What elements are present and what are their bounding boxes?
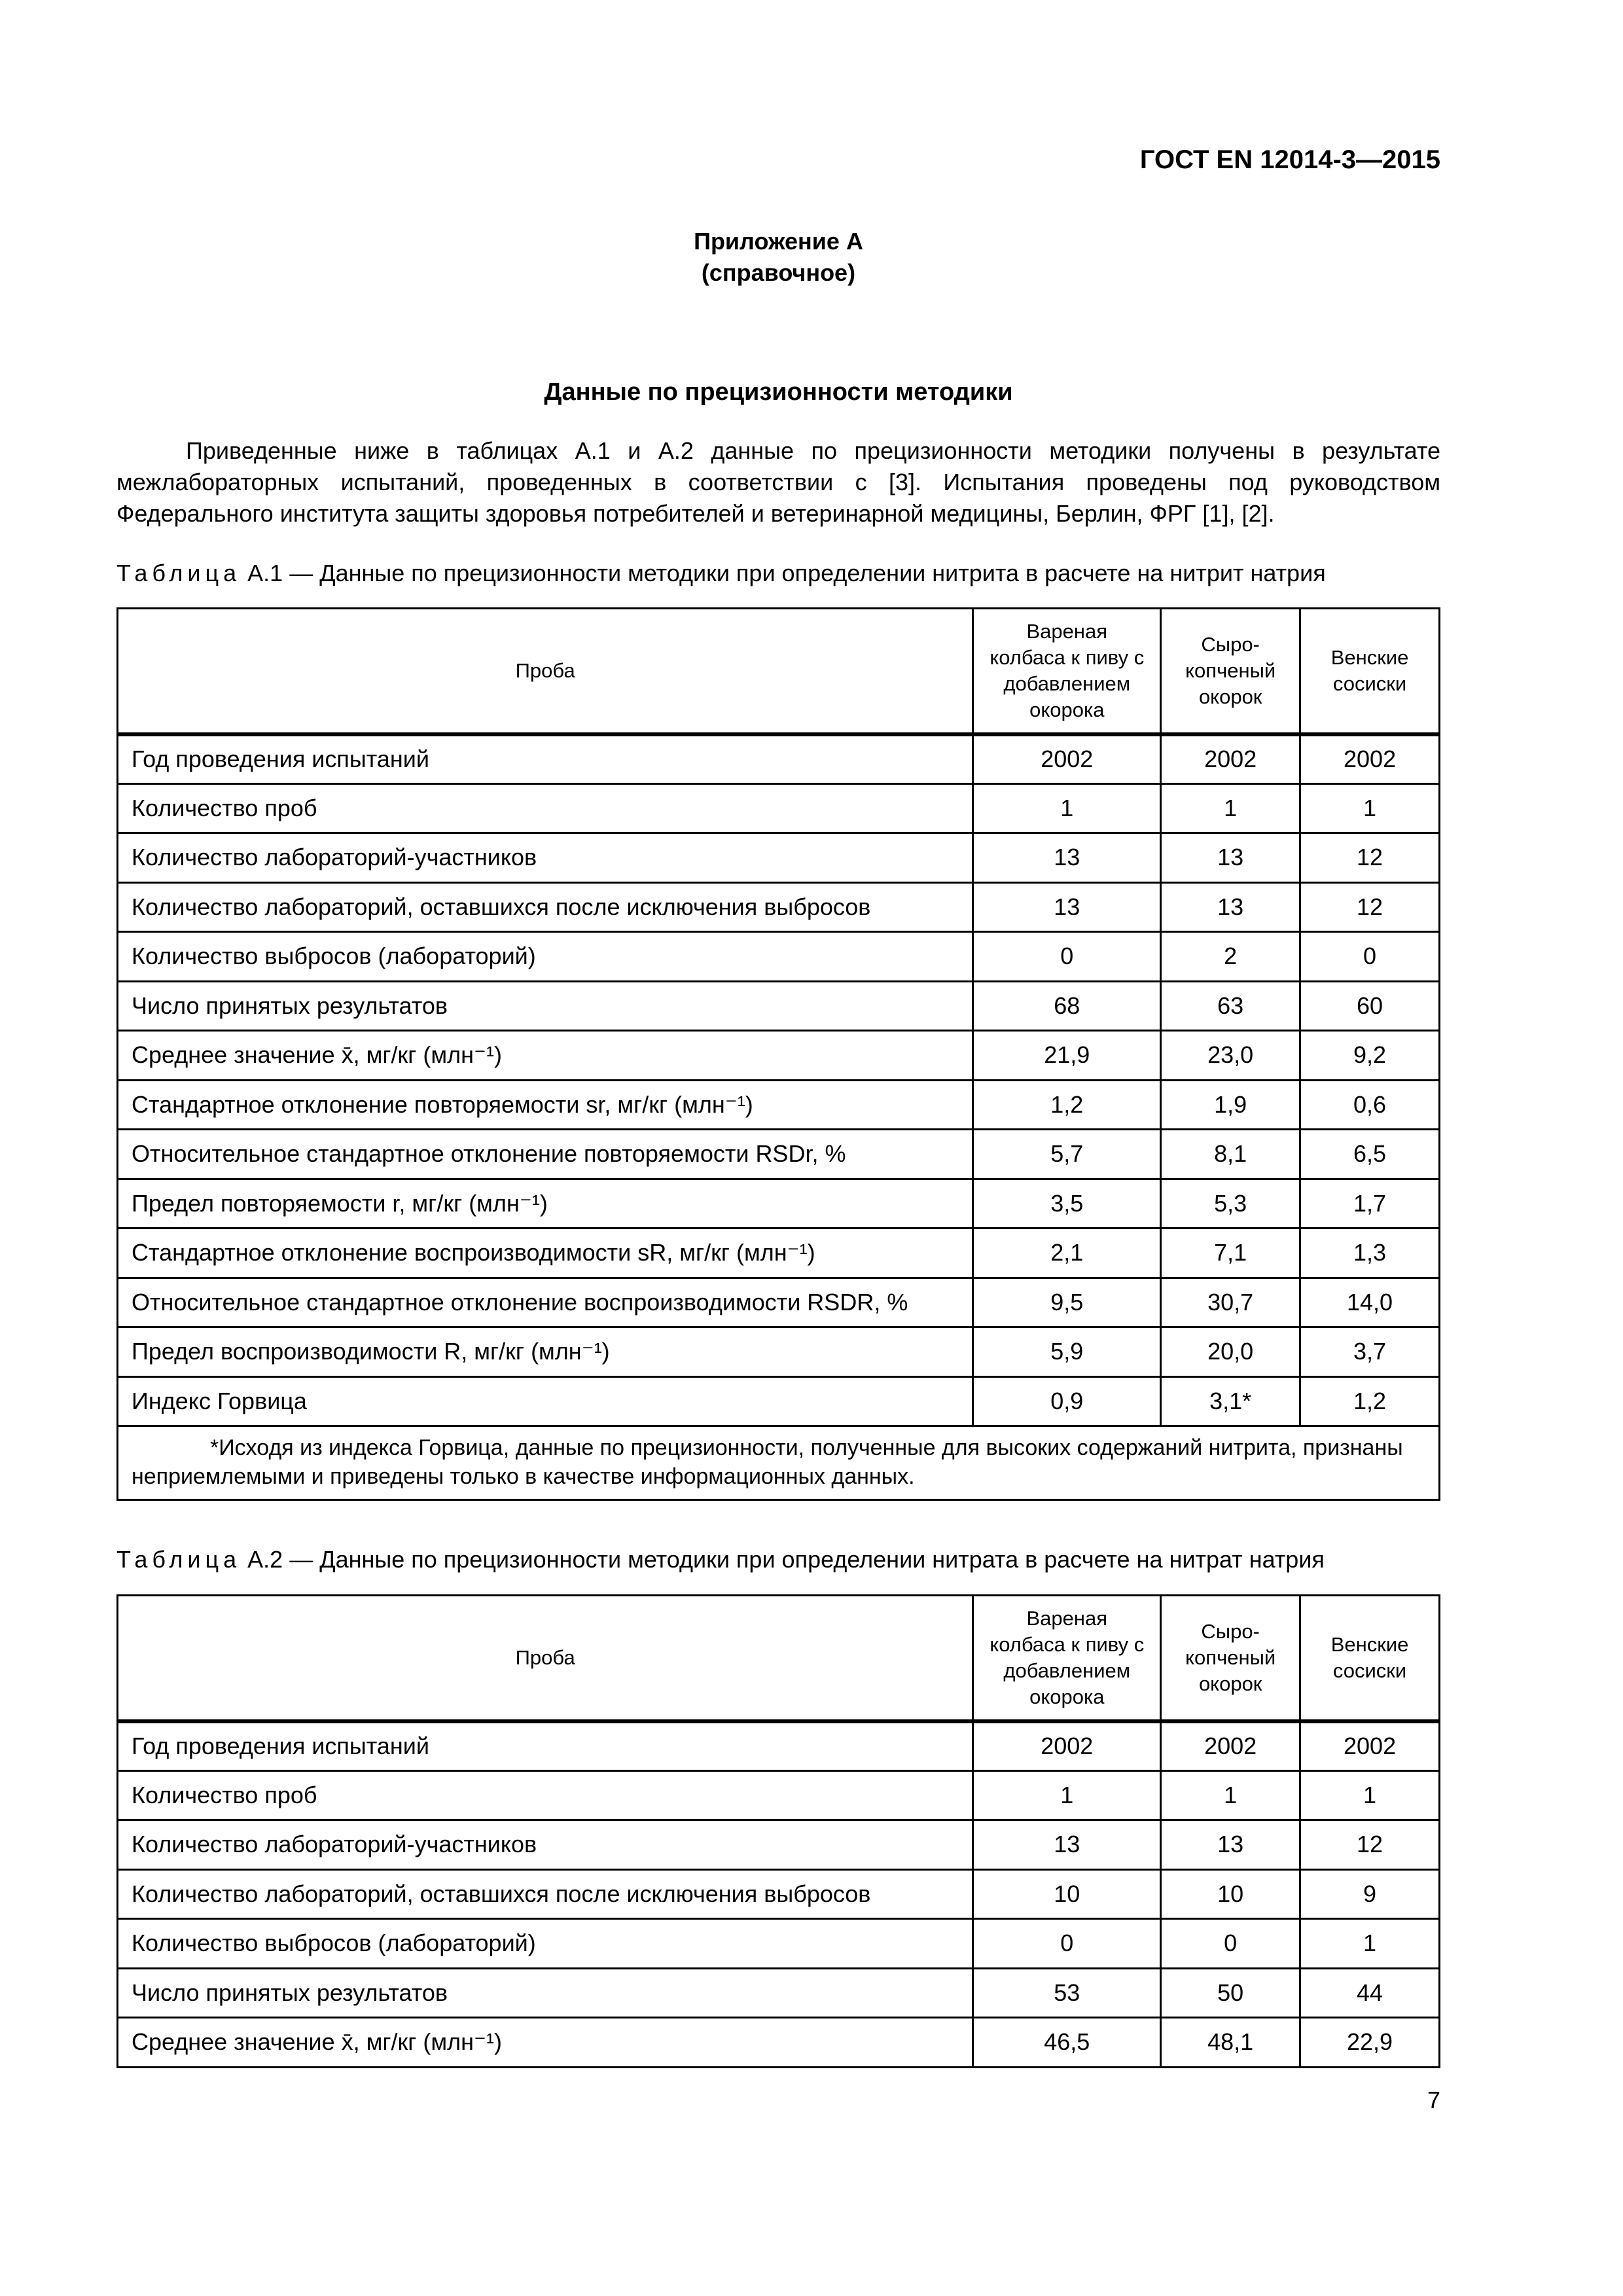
value-cell: 2002 bbox=[1300, 734, 1440, 784]
value-cell: 2002 bbox=[973, 1721, 1161, 1771]
value-cell: 2002 bbox=[1300, 1721, 1440, 1771]
value-cell: 1 bbox=[1300, 783, 1440, 833]
value-cell: 6,5 bbox=[1300, 1130, 1440, 1179]
row-label: Предел воспроизводимости R, мг/кг (млн⁻¹) bbox=[118, 1327, 973, 1377]
value-cell: 0 bbox=[1161, 1919, 1300, 1969]
value-cell: 3,7 bbox=[1300, 1327, 1440, 1377]
table-a1 bbox=[116, 607, 1440, 1501]
value-cell: 13 bbox=[1161, 882, 1300, 932]
table-row bbox=[118, 1179, 1440, 1229]
table-row bbox=[118, 1031, 1440, 1081]
value-cell: 30,7 bbox=[1161, 1278, 1300, 1327]
row-label: Индекс Горвица bbox=[118, 1376, 973, 1426]
value-cell: 22,9 bbox=[1300, 2018, 1440, 2068]
row-label: Число принятых результатов bbox=[118, 1968, 973, 2018]
row-label: Предел повторяемости r, мг/кг (млн⁻¹) bbox=[118, 1179, 973, 1229]
table-row bbox=[118, 1327, 1440, 1377]
value-cell: 1,2 bbox=[973, 1080, 1161, 1130]
value-cell: 21,9 bbox=[973, 1031, 1161, 1081]
row-label: Количество выбросов (лабораторий) bbox=[118, 1919, 973, 1969]
table2-caption-prefix: Таблица bbox=[116, 1546, 241, 1573]
value-cell: 12 bbox=[1300, 833, 1440, 883]
row-label: Количество лабораторий-участников bbox=[118, 833, 973, 883]
value-cell: 3,5 bbox=[973, 1179, 1161, 1229]
table-row bbox=[118, 882, 1440, 932]
table1-caption-text: А.1 — Данные по прецизионности методики при определении нитрита в расчете на нитрит натрия bbox=[241, 560, 1326, 586]
value-cell: 46,5 bbox=[973, 2018, 1161, 2068]
value-cell: 12 bbox=[1300, 882, 1440, 932]
value-cell: 13 bbox=[1161, 1820, 1300, 1870]
table-a1-body bbox=[118, 734, 1440, 1500]
table-header-row bbox=[118, 609, 1440, 734]
table-row bbox=[118, 1869, 1440, 1919]
row-label: Среднее значение x̄, мг/кг (млн⁻¹) bbox=[118, 1031, 973, 1081]
row-label: Количество проб bbox=[118, 783, 973, 833]
column-header: Венские сосиски bbox=[1300, 1596, 1440, 1721]
value-cell: 13 bbox=[973, 882, 1161, 932]
column-header: Вареная колбаса к пиву с добавлением окорока bbox=[973, 1596, 1161, 1721]
value-cell: 44 bbox=[1300, 1968, 1440, 2018]
row-label: Число принятых результатов bbox=[118, 981, 973, 1031]
row-label: Количество лабораторий, оставшихся после исключения выбросов bbox=[118, 882, 973, 932]
value-cell: 1 bbox=[1161, 1770, 1300, 1820]
value-cell: 5,7 bbox=[973, 1130, 1161, 1179]
value-cell: 1 bbox=[973, 783, 1161, 833]
table-row bbox=[118, 1080, 1440, 1130]
intro-paragraph: Приведенные ниже в таблицах А.1 и А.2 данные по прецизионности методики получены в результате межлабораторных испытаний, проведенных в соответствии с [3]. Испытания проведены под руководством Федерального института защиты здоровья потребителей и ветеринарной медицины, Берлин, ФРГ [1], [2]. bbox=[116, 437, 1440, 527]
table-row bbox=[118, 2018, 1440, 2068]
value-cell: 0,9 bbox=[973, 1376, 1161, 1426]
table-row bbox=[118, 1919, 1440, 1969]
row-label: Год проведения испытаний bbox=[118, 1721, 973, 1771]
section-title: Данные по прецизионности методики bbox=[544, 378, 1013, 406]
value-cell: 3,1* bbox=[1161, 1376, 1300, 1426]
value-cell: 8,1 bbox=[1161, 1130, 1300, 1179]
value-cell: 9 bbox=[1300, 1869, 1440, 1919]
column-header: Проба bbox=[118, 609, 973, 734]
table-note-row bbox=[118, 1426, 1440, 1500]
table-row bbox=[118, 1229, 1440, 1278]
row-label: Стандартное отклонение повторяемости sr, мг/кг (млн⁻¹) bbox=[118, 1080, 973, 1130]
row-label: Количество выбросов (лабораторий) bbox=[118, 932, 973, 982]
value-cell: 1,2 bbox=[1300, 1376, 1440, 1426]
value-cell: 0 bbox=[1300, 932, 1440, 982]
appendix-heading bbox=[116, 226, 1440, 289]
column-header: Венские сосиски bbox=[1300, 609, 1440, 734]
value-cell: 1,7 bbox=[1300, 1179, 1440, 1229]
column-header: Проба bbox=[118, 1596, 973, 1721]
value-cell: 0 bbox=[973, 932, 1161, 982]
table-row bbox=[118, 1376, 1440, 1426]
value-cell: 2002 bbox=[1161, 734, 1300, 784]
value-cell: 48,1 bbox=[1161, 2018, 1300, 2068]
table-row bbox=[118, 1130, 1440, 1179]
appendix-subtitle: (справочное) bbox=[701, 259, 856, 286]
value-cell: 2002 bbox=[973, 734, 1161, 784]
value-cell: 5,3 bbox=[1161, 1179, 1300, 1229]
value-cell: 68 bbox=[973, 981, 1161, 1031]
value-cell: 5,9 bbox=[973, 1327, 1161, 1377]
row-label: Год проведения испытаний bbox=[118, 734, 973, 784]
value-cell: 1,3 bbox=[1300, 1229, 1440, 1278]
table-row bbox=[118, 734, 1440, 784]
table-row bbox=[118, 833, 1440, 883]
value-cell: 7,1 bbox=[1161, 1229, 1300, 1278]
value-cell: 50 bbox=[1161, 1968, 1300, 2018]
table-header-row bbox=[118, 1596, 1440, 1721]
value-cell: 0 bbox=[973, 1919, 1161, 1969]
table-row bbox=[118, 1968, 1440, 2018]
table1-caption bbox=[116, 560, 1440, 587]
table-row bbox=[118, 783, 1440, 833]
row-label: Количество лабораторий-участников bbox=[118, 1820, 973, 1870]
table-a2-body bbox=[118, 1721, 1440, 2068]
column-header: Сыро-копченый окорок bbox=[1161, 1596, 1300, 1721]
value-cell: 2 bbox=[1161, 932, 1300, 982]
table1-caption-prefix: Таблица bbox=[116, 560, 241, 586]
document-code: ГОСТ EN 12014-3—2015 bbox=[1139, 145, 1440, 174]
value-cell: 60 bbox=[1300, 981, 1440, 1031]
value-cell: 1 bbox=[1161, 783, 1300, 833]
value-cell: 1,9 bbox=[1161, 1080, 1300, 1130]
column-header: Сыро-копченый окорок bbox=[1161, 609, 1300, 734]
value-cell: 1 bbox=[973, 1770, 1161, 1820]
row-label: Среднее значение x̄, мг/кг (млн⁻¹) bbox=[118, 2018, 973, 2068]
value-cell: 63 bbox=[1161, 981, 1300, 1031]
page-number: 7 bbox=[1427, 2087, 1440, 2113]
value-cell: 9,5 bbox=[973, 1278, 1161, 1327]
row-label: Стандартное отклонение воспроизводимости sR, мг/кг (млн⁻¹) bbox=[118, 1229, 973, 1278]
table-row bbox=[118, 1770, 1440, 1820]
table-row bbox=[118, 1721, 1440, 1771]
row-label: Количество лабораторий, оставшихся после исключения выбросов bbox=[118, 1869, 973, 1919]
row-label: Количество проб bbox=[118, 1770, 973, 1820]
value-cell: 2002 bbox=[1161, 1721, 1300, 1771]
value-cell: 1 bbox=[1300, 1770, 1440, 1820]
value-cell: 2,1 bbox=[973, 1229, 1161, 1278]
table-row bbox=[118, 981, 1440, 1031]
table-row bbox=[118, 1820, 1440, 1870]
value-cell: 13 bbox=[973, 833, 1161, 883]
value-cell: 10 bbox=[973, 1869, 1161, 1919]
table-a2 bbox=[116, 1594, 1440, 2068]
table2-caption-text: А.2 — Данные по прецизионности методики при определении нитрата в расчете на нитрат натрия bbox=[241, 1546, 1325, 1573]
row-label: Относительное стандартное отклонение воспроизводимости RSDR, % bbox=[118, 1278, 973, 1327]
value-cell: 20,0 bbox=[1161, 1327, 1300, 1377]
table-row bbox=[118, 932, 1440, 982]
value-cell: 9,2 bbox=[1300, 1031, 1440, 1081]
value-cell: 53 bbox=[973, 1968, 1161, 2018]
table2-caption bbox=[116, 1546, 1440, 1573]
appendix-title: Приложение А bbox=[694, 228, 863, 255]
value-cell: 14,0 bbox=[1300, 1278, 1440, 1327]
value-cell: 23,0 bbox=[1161, 1031, 1300, 1081]
value-cell: 12 bbox=[1300, 1820, 1440, 1870]
value-cell: 10 bbox=[1161, 1869, 1300, 1919]
row-label: Относительное стандартное отклонение повторяемости RSDr, % bbox=[118, 1130, 973, 1179]
value-cell: 1 bbox=[1300, 1919, 1440, 1969]
table-note: *Исходя из индекса Горвица, данные по прецизионности, полученные для высоких содержаний нитрита, признаны неприемлемыми и приведены только в качестве информационных данных. bbox=[118, 1426, 1440, 1500]
value-cell: 13 bbox=[973, 1820, 1161, 1870]
value-cell: 0,6 bbox=[1300, 1080, 1440, 1130]
value-cell: 13 bbox=[1161, 833, 1300, 883]
column-header: Вареная колбаса к пиву с добавлением окорока bbox=[973, 609, 1161, 734]
table-row bbox=[118, 1278, 1440, 1327]
